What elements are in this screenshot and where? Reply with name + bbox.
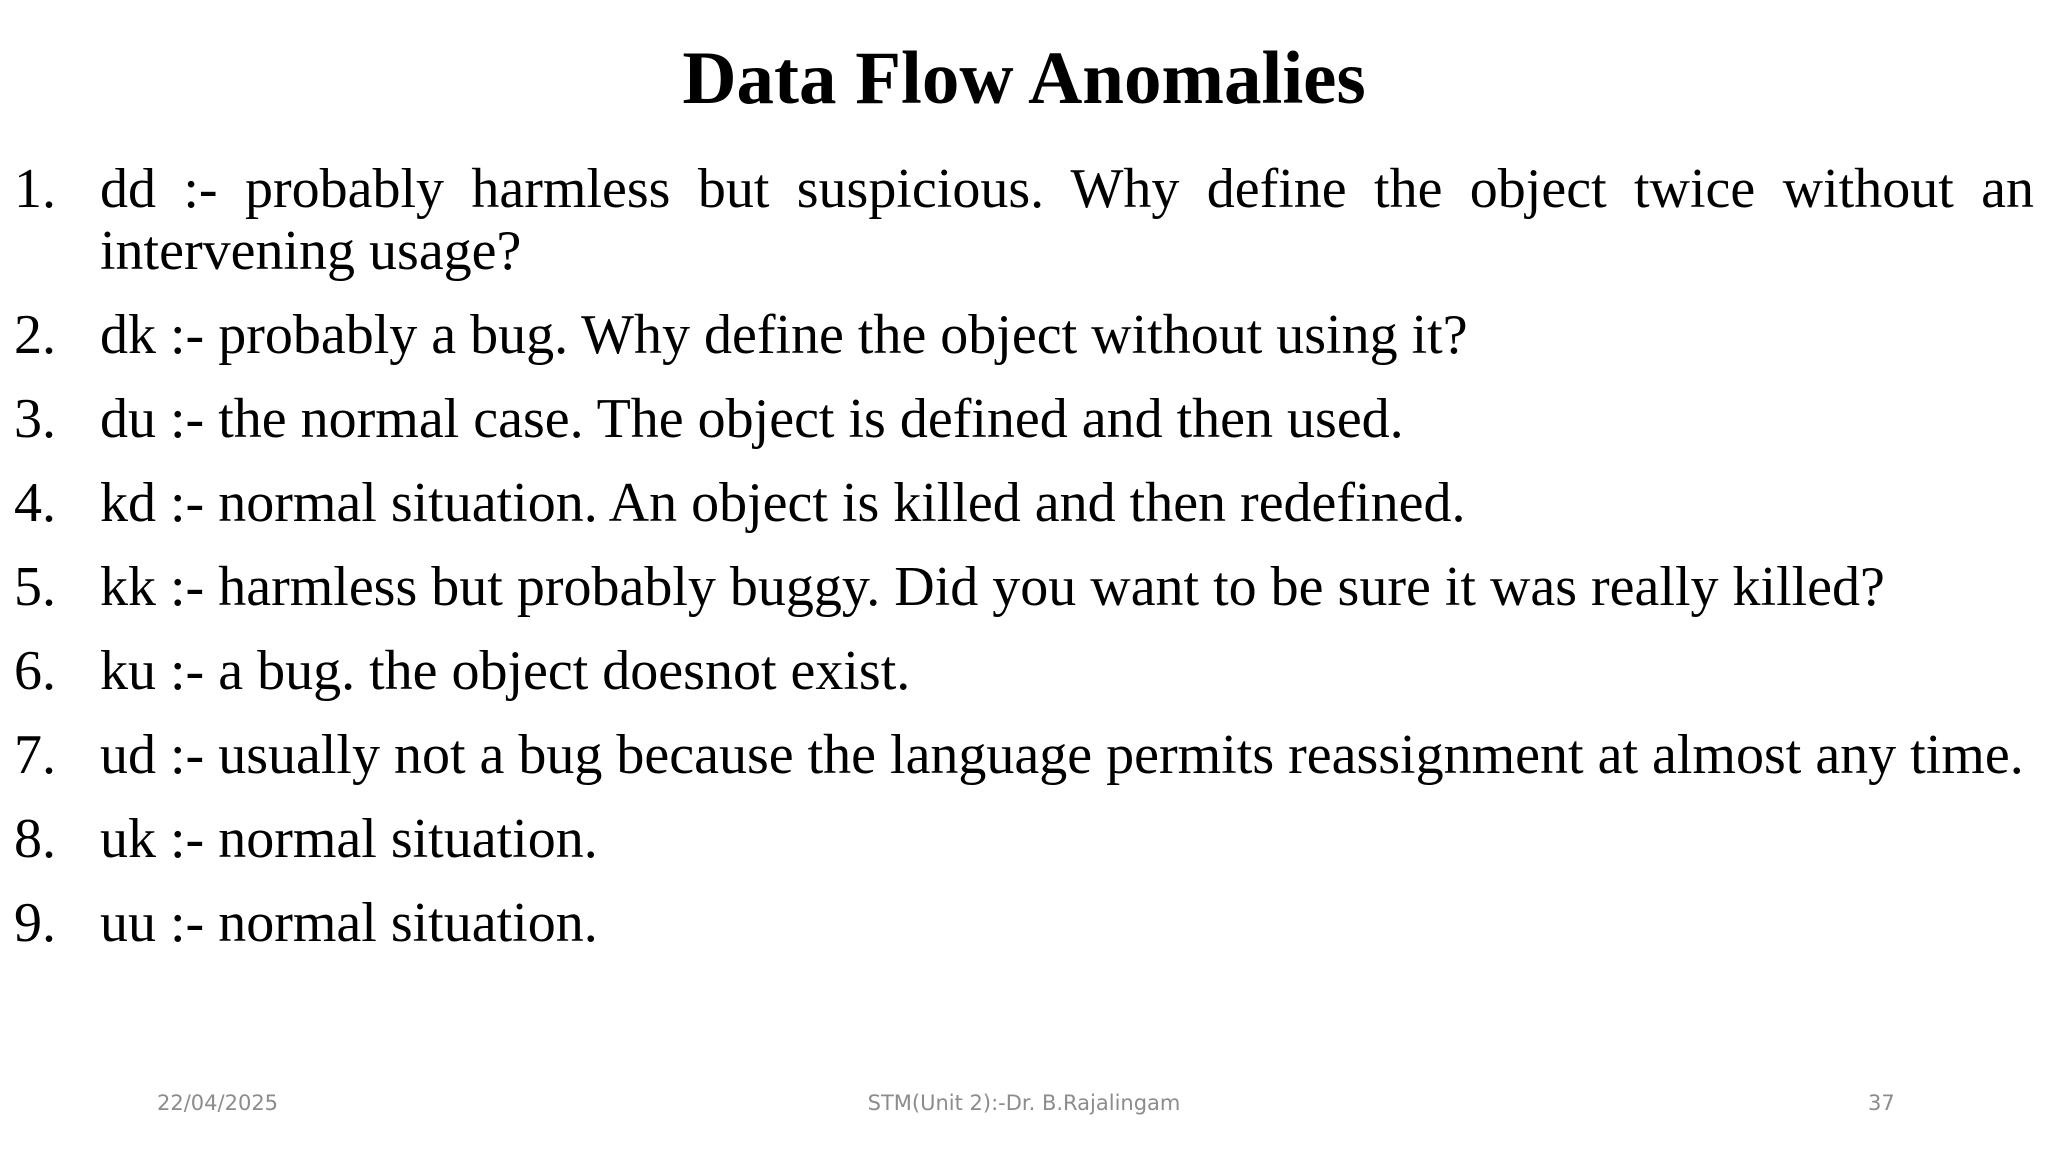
item-text: uk :- normal situation. bbox=[100, 808, 598, 870]
item-number: 6. bbox=[14, 640, 56, 702]
item-text: kk :- harmless but probably buggy. Did you want to be sure it was really killed? bbox=[100, 556, 1885, 618]
item-text: ud :- usually not a bug because the language permits reassignment at almost any time. bbox=[100, 724, 2024, 786]
list-item bbox=[14, 640, 2034, 702]
item-text: uu :- normal situation. bbox=[100, 892, 598, 954]
item-number: 8. bbox=[14, 808, 56, 870]
list-item bbox=[14, 158, 2034, 282]
list-item bbox=[14, 304, 2034, 366]
item-text: dd :- probably harmless but suspicious. Why define the object twice without an intervening usage? bbox=[100, 158, 2034, 282]
item-number: 9. bbox=[14, 892, 56, 954]
item-text: dk :- probably a bug. Why define the object without using it? bbox=[100, 304, 1468, 366]
slide-number: 37 bbox=[1868, 1091, 1895, 1115]
list-item bbox=[14, 808, 2034, 870]
item-text: du :- the normal case. The object is defined and then used. bbox=[100, 388, 1404, 450]
item-number: 1. bbox=[14, 158, 56, 220]
item-text: kd :- normal situation. An object is killed and then redefined. bbox=[100, 472, 1466, 534]
list-item bbox=[14, 388, 2034, 450]
item-number: 7. bbox=[14, 724, 56, 786]
footer-author: STM(Unit 2):-Dr. B.Rajalingam bbox=[867, 1091, 1181, 1115]
slide-title: Data Flow Anomalies bbox=[682, 37, 1366, 120]
footer-date: 22/04/2025 bbox=[157, 1091, 279, 1115]
item-text: ku :- a bug. the object doesnot exist. bbox=[100, 640, 911, 702]
item-number: 3. bbox=[14, 388, 56, 450]
list-item bbox=[14, 472, 2034, 534]
list-item bbox=[14, 724, 2034, 786]
list-item bbox=[14, 556, 2034, 618]
anomaly-list bbox=[14, 158, 2034, 976]
item-number: 2. bbox=[14, 304, 56, 366]
item-number: 4. bbox=[14, 472, 56, 534]
list-item bbox=[14, 892, 2034, 954]
item-number: 5. bbox=[14, 556, 56, 618]
